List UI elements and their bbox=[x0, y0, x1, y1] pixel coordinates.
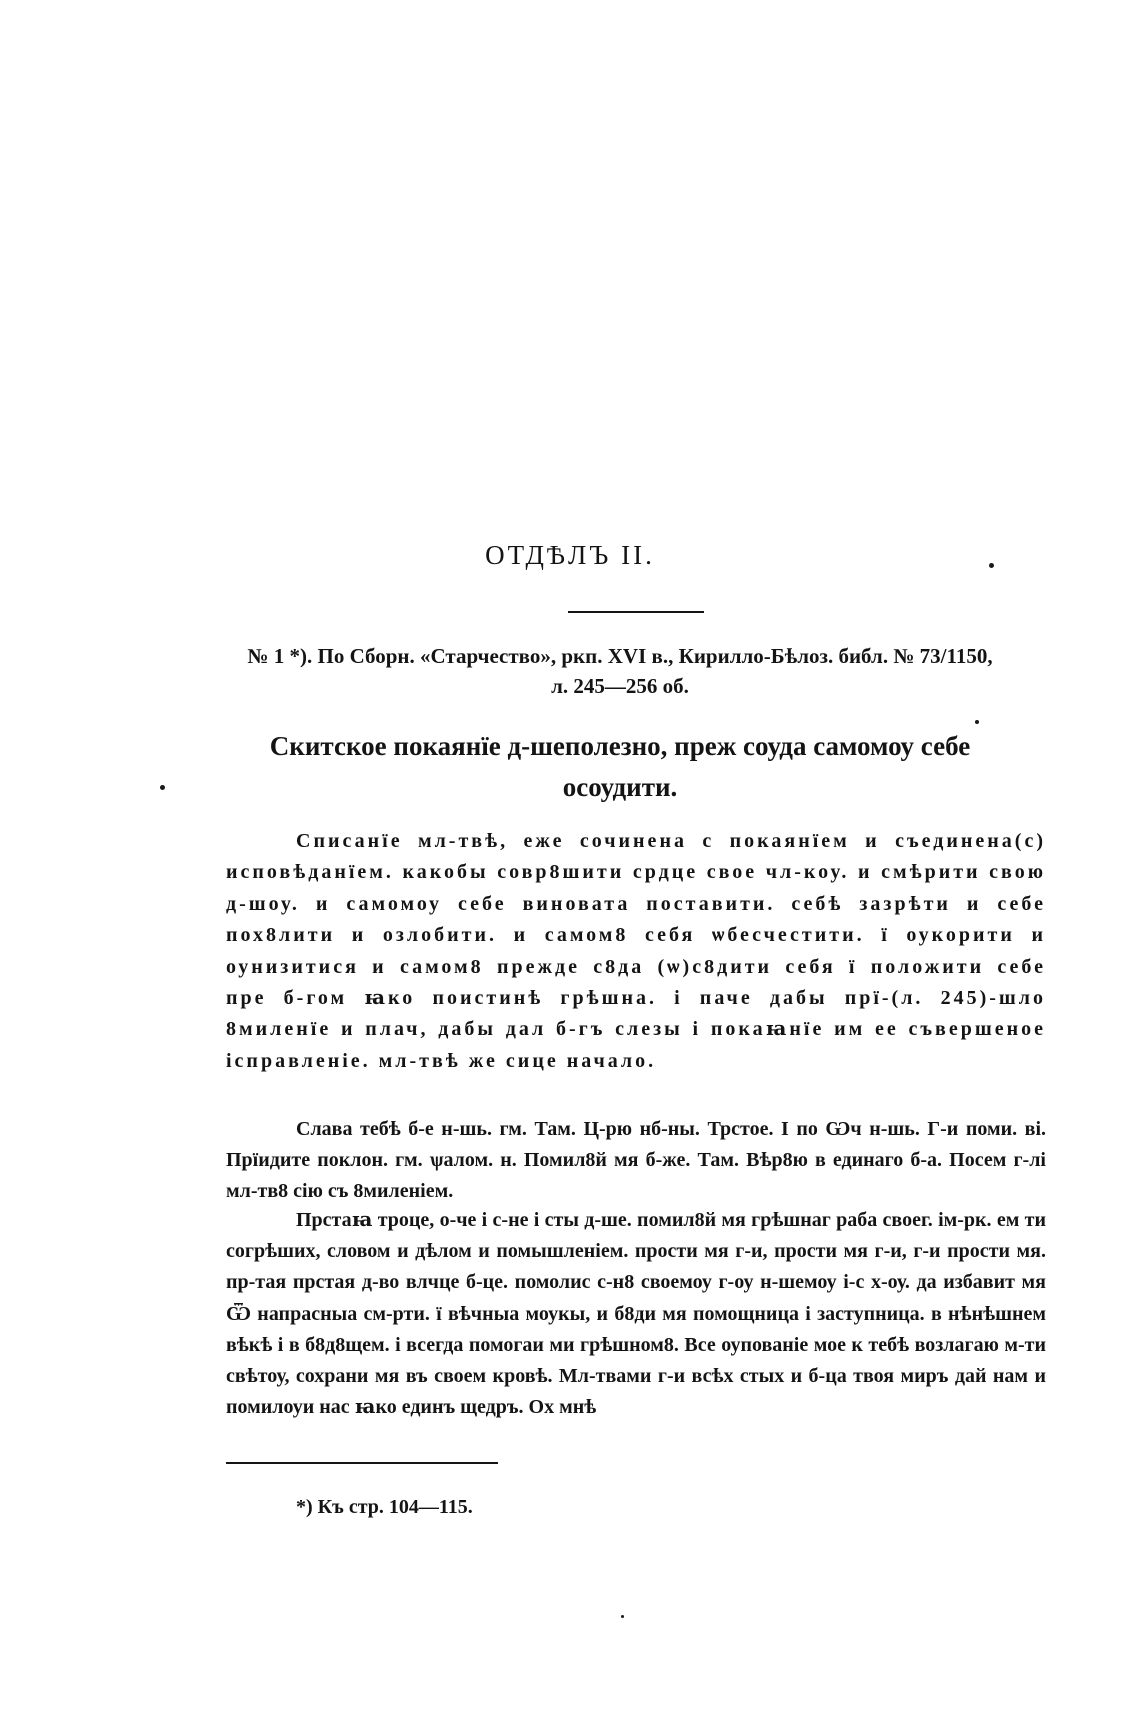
body-paragraph-spaced: Списанїе мл-твѣ, еже сочинена с покаянїем и съединена(с) исповѣданїем. какобы совр8шити срдце свое чл-коу. и смѣрити свою д-шоу. и самомоу себе виновата поставити. себѣ зазрѣти и себе пох8лити и озлобити. и самом8 себя ѡбесчестити. ї оукорити и оунизитися и самом8 прежде с8да (ѡ)с8дити себя ї положити себе пре б-гом ꙗко поистинѣ грѣшна. і паче дабы прї-(л. 245)-шло 8миленїе и плач, дабы дал б-гъ слезы і покаꙗнїе им ее съвершеное ісправленіе. мл-твѣ же сице начало. bbox=[226, 830, 1046, 1072]
source-note-line-2: л. 245—256 об. bbox=[551, 674, 689, 698]
title-divider bbox=[568, 611, 704, 613]
section-title: ОТДѢЛЪ II. bbox=[485, 540, 655, 570]
print-speck bbox=[160, 785, 165, 790]
print-speck bbox=[621, 1615, 624, 1618]
text-heading bbox=[180, 726, 1060, 808]
print-speck bbox=[989, 563, 994, 568]
text-heading-line-1: Скитское покаянїе д-шеполезно, преж соуда самомоу себе bbox=[269, 731, 971, 761]
print-speck bbox=[975, 720, 979, 724]
footnote: *) Къ стр. 104—115. bbox=[296, 1496, 473, 1518]
source-note bbox=[180, 641, 1060, 701]
body-paragraph-2: Прстаꙗ троце, о-че і с-не і сты д-ше. помил8й мя грѣшнаг раба своег. ім-рк. ем ти согрѣших, словом и дѣлом и помышленіем. прости мя г-и, прости мя г-и, г-и прости мя. пр-тая прстая д-во влчце б-це. помолис с-н8 своемоу г-оу н-шемоу і-с х-оу. да избавит мя Ѿ напрасныа см-рти. ї вѣчныа моукы, и б8ди мя помощница і заступница. в нѣнѣшнем вѣкѣ і в б8д8щем. і всегда помогаи ми грѣшном8. Все оупованіе мое к тебѣ возлагаю м-ти свѣтоу, сохрани мя въ своем кровѣ. Мл-твами г-и всѣх стых и б-ца твоя миръ дай нам и помилоуи нас ꙗко единъ щедръ. Ох мнѣ bbox=[226, 1209, 1046, 1419]
body-paragraph-1: Слава тебѣ б-е н-шь. гм. Там. Ц-рю нб-ны. Трстое. I по Ѡч н-шь. Г-и поми. ві. Прїидите поклон. гм. ѱалом. н. Помил8й мя б-же. Там. Вѣр8ю в единаго б-а. Посем г-лі мл-тв8 сію съ 8миленіем. bbox=[226, 1118, 1046, 1203]
text-heading-line-2: осоудити. bbox=[562, 772, 678, 802]
source-note-line-1: № 1 *). По Сборн. «Старчество», ркп. XVI в., Кирилло-Бѣлоз. библ. № 73/1150, bbox=[247, 644, 993, 668]
footnote-divider bbox=[226, 1462, 498, 1464]
